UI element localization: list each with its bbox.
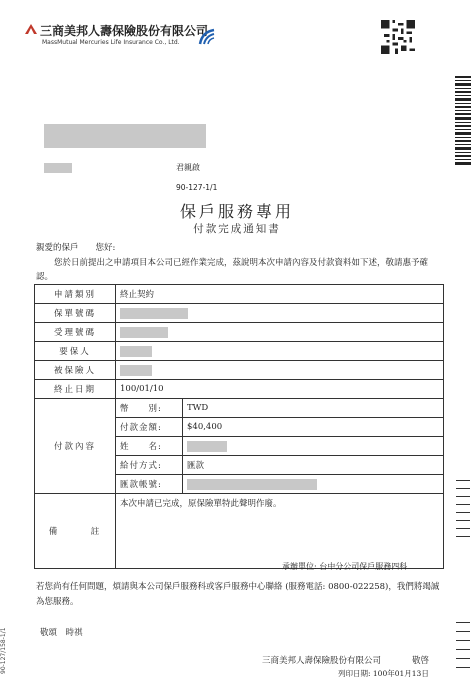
list-item: [116, 456, 443, 475]
payment-field-label: 姓 名:: [116, 437, 183, 456]
document-number: 90-127-1/1: [176, 183, 218, 192]
remarks-value: 本次申請已完成，原保險單特此聲明作廢。: [116, 494, 444, 569]
row-value: [116, 304, 444, 323]
company-logo-icon: [24, 22, 38, 36]
table-row: [35, 304, 444, 323]
remarks-row: [35, 494, 444, 569]
table-row: [35, 380, 444, 399]
payment-field-value: $40,400: [183, 418, 444, 437]
redacted-recipient-name: [44, 163, 72, 173]
row-label: 要保人: [35, 342, 116, 361]
payment-field-label: 付款金額:: [116, 418, 183, 437]
greeting: 親愛的保戶 您好:: [36, 243, 116, 253]
redacted-value: [187, 479, 317, 490]
row-label: 被保險人: [35, 361, 116, 380]
margin-marks: [456, 480, 472, 545]
payment-row: [35, 399, 444, 494]
margin-marks-bottom: [456, 622, 472, 672]
redacted-value: [120, 327, 168, 338]
qr-code-icon: [380, 20, 416, 54]
notice-form-table: [34, 284, 444, 569]
salutation: 君親啟: [176, 163, 200, 172]
payment-field-value: TWD: [183, 399, 444, 418]
redacted-address: [44, 124, 206, 148]
payment-details: [116, 399, 443, 493]
row-label: 申請類別: [35, 285, 116, 304]
table-row: [35, 361, 444, 380]
document-subtitle: 付款完成通知書: [193, 223, 281, 235]
table-row: [35, 342, 444, 361]
company-name-cn: 三商美邦人壽保險股份有限公司: [40, 24, 209, 38]
row-label: 保單號碼: [35, 304, 116, 323]
list-item: [116, 399, 443, 418]
barcode-icon: [455, 76, 471, 168]
signature-respect: 敬啓: [412, 656, 430, 666]
payment-label: 付款內容: [35, 399, 116, 494]
remarks-label: 備 註: [35, 494, 116, 569]
payment-field-value: 匯款: [183, 456, 444, 475]
massmutual-logo-icon: [198, 28, 216, 46]
signature-company: 三商美邦人壽保險股份有限公司: [262, 656, 382, 666]
payment-field-value: [183, 437, 444, 456]
table-row: [35, 323, 444, 342]
list-item: [116, 437, 443, 456]
handling-unit: 承辦單位: 台中分公司保戶服務四科: [282, 562, 408, 571]
list-item: [116, 475, 443, 494]
closing-phrase: 敬頌 時祺: [40, 628, 83, 638]
print-date: 列印日期: 100年01月13日: [338, 669, 429, 678]
row-value: [116, 342, 444, 361]
side-document-code: 90-127/158-1/1: [0, 627, 7, 674]
redacted-value: [120, 308, 188, 319]
row-label: 終止日期: [35, 380, 116, 399]
table-row: [35, 285, 444, 304]
payment-field-label: 匯款帳號:: [116, 475, 183, 494]
intro-paragraph: 您於日前提出之申請項目本公司已經作業完成，茲說明本次申請內容及付款資料如下述，敬請惠予確認。: [36, 258, 429, 282]
row-label: 受理號碼: [35, 323, 116, 342]
payment-field-value: [183, 475, 444, 494]
row-value: [116, 361, 444, 380]
row-value: 100/01/10: [116, 380, 444, 399]
redacted-value: [187, 441, 227, 452]
payment-field-label: 幣 別:: [116, 399, 183, 418]
row-value: 終止契約: [116, 285, 444, 304]
company-name-en: MassMutual Mercuries Life Insurance Co., Ltd.: [42, 39, 180, 46]
redacted-value: [120, 346, 152, 357]
contact-paragraph: 若您尚有任何問題，煩請與本公司保戶服務科或客戶服務中心聯絡 (服務電話: 0800-022258)，我們將竭誠為您服務。: [36, 582, 440, 607]
document-title: 保戶服務專用: [179, 202, 294, 221]
payment-field-label: 給付方式:: [116, 456, 183, 475]
row-value: [116, 323, 444, 342]
list-item: [116, 418, 443, 437]
redacted-value: [120, 365, 152, 376]
